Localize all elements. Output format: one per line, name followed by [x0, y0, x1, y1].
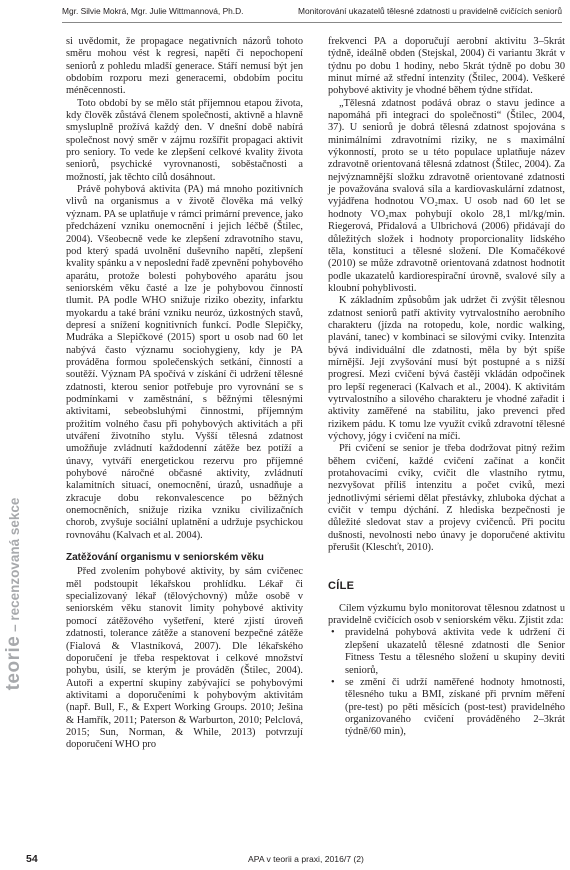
paragraph: K základním způsobům jak udržet či zvýšit tělesnou zdatnost seniorů patří aktivity vytrvalostního aerobního charakteru (jízda na rotopedu, kole, nordic walking, plavání, tanec) v kombinaci se silovými cviky. Intenzita bývá individuální dle zdatnosti, měla by být spíše mírnější. Její zvyšování musí být postupné a s nižší progresí. Mezi cvičení bývá častěji vkládán odpočinek pro lepší regeneraci (Kalvach et al., 2004). K aktivitám vytrvalostního a silového charakteru je vhodné zařadit i aktivity zaměřené na stabilitu, jako prevenci před rizikem pádu. K tomu lze využít cviků zdravotní tělesné výchovy, jógy i cvičení na míči. — [328, 295, 565, 442]
journal-citation: APA v teorii a praxi, 2016/7 (2) — [248, 854, 364, 864]
paragraph: Toto období by se mělo stát příjemnou etapou života, kdy člověk zůstává členem společnosti, aktivně a hlavně smysluplně prožívá každý den. V dnešní době nabírá společnost nový směr v zájmu rozšířit propagaci aktivit pro seniory. To vede ke zlepšení celkové kvality života seniorů, psychické vyrovnanosti, soběstačnosti a možností, jak těchto cílů dosáhnout. — [66, 97, 303, 183]
side-label-text — [3, 498, 25, 691]
page-number: 54 — [26, 853, 38, 865]
paragraph: „Tělesná zdatnost podává obraz o stavu jedince a napomáhá při integraci do společnosti“ (Štilec, 2004, 37). U seniorů je dobrá tělesná zdatnost spojována s minimálními zdravotními riziky, ne s maximální výkonností, proto se u této populace uplatňuje název zdravotně orientovaná tělesná zdatnost (Štilec, 2004). Za nejvýznamnější složku zdravotně orientované zdatnosti je považována svalová síla a kardiovaskulární zdatnost, vyjádřena hodnotou VO₂max. U osob nad 60 let se hodnoty VO₂max pohybují okolo 28,1 ml/kg/min. Riegerová, Přidalová a Ulbrichová (2006) přidávají do důležitých složek i hodnoty proporcionality lidského těla, konstituci a tělesné složení. Dle Komačékové (2010) se může zdravotně orientovaná zdatnost hodnotit podle ukazatelů kardiorespirační úrovně, svalové síly a kloubní pohyblivosti. — [328, 97, 565, 294]
paragraph: frekvenci PA a doporučují aerobní aktivitu 3–5krát týdně, ideálně obden (Stejskal, 2004) či variantu 3krát v týdnu po dobu 1 hodiny, nebo 5krát týdně po dobu 30 minut mírné až střední intenzity (Štilec, 2004). Veškeré pohybové aktivity je vhodné během týdne střídat. — [328, 36, 565, 97]
section-heading: Zatěžování organismu v seniorském věku — [66, 552, 264, 564]
goals-list — [328, 627, 565, 738]
left-column — [66, 36, 303, 752]
header-running-title: Monitorování ukazatelů tělesné zdatnosti u pravidelně cvičících seniorů — [298, 6, 562, 16]
list-item-text: pravidelná pohybová aktivita vede k udržení či zlepšení ukazatelů tělesné zdatnosti dle Senior Fitness Testu a tělesného složení u skupiny deviti seniorů, — [345, 627, 565, 676]
running-header — [62, 6, 562, 20]
paragraph: Před zvolením pohybové aktivity, by sám cvičenec měl podstoupit lékařskou prohlídku. Lékař či specializovaný lékař (tělovýchovný) může osobě v seniorském věku stanovit limity pohybové aktivity pomocí zátěžového vyšetření, které zjistí úroveň zdatnosti, tolerance zátěže a stanovení bezpečné zátěže (Fialová & Vlastníková, 2007). Dle lékařského doporučení je třeba respektovat i celkové množství pohybu, úsilí, se kterým je prováděn (Štilec, 2004). Autoři a expertní skupiny zabývající se pohybovými aktivitami a doporučeními k pohybovým aktivitám (např. Bull, F., & Expert Working Groups. 2010; Ješina & Hamřík, 2011; Paterson & Warburton, 2010; Pelclová, 2015; Sun, Norman, & While, 2013) potvrzují doporučení WHO pro — [66, 566, 303, 751]
right-column — [328, 36, 565, 739]
paragraph: Při cvičení se senior je třeba dodržovat pitný režim během cvičení, každé cvičení začínat a končit protahovacími cviky, cvičit dle vlastního rytmu, nezvyšovat příliš intenzitu a počet cviků, mezi jednotlivými sériemi dělat přestávky, zhluboka dýchat a cvičit v tempu dýchání. Z hlediska bezpečnosti je důležité sledovat stav a projevy cvičenců. Při pocitu dušnosti, nevolnosti nebo únavy je doporučené aktivitu přerušit (Kleschťt, 2010). — [328, 443, 565, 554]
header-authors: Mgr. Silvie Mokrá, Mgr. Julie Wittmannová, Ph.D. — [62, 6, 244, 16]
list-item — [328, 677, 565, 739]
section-heading-goals: CÍLE — [328, 580, 355, 593]
paragraph: Právě pohybová aktivita (PA) má mnoho pozitivních vlivů na organismus a v životě člověka má velký význam. PA se uplatňuje v rámci primární prevence, jako předcházení vzniku onemocnění i jejich léčbě (Štilec, 2004). Všeobecně vede ke zlepšení zdravotního stavu, pod který spadá uvolnění duševního napětí, zlepšení kvality spánku a v neposlední řadě zpevnění pohybového aparátu, protože bolesti pohybového aparátu jsou seniorském věku časté a lze je pohybovou činností tlumit. PA podle WHO snižuje riziko obezity, infarktu myokardu a také brání vzniku neuróz, úzkostných stavů, depresí a snížení kognitivních funkcí. Podle Slepičky, Mudráka a Slepičkové (2015) sport u osob nad 60 let nabývá často významu sociohygieny, kdy je PA prováděna formou společenských setkání, činností a soutěží. Význam PA spočívá v získání či udržení tělesné zdatnosti, kterou senior potřebuje pro vyrovnání se s podmínkami v zaměstnání, s běžnými tělesnými aktivitami, sebeobsluhými činnostmi, příjemným prožitím volného času při pohybových aktivitách a při utváření životního stylu. Vyšší tělesná zdatnost umožňuje zvládnutí každodenní zátěže bez potíží a únavy, vytváří energetickou rezervu pro příjemné pohybové náročné občasné aktivity, zvládnutí kalamitních situací, onemocnění, úrazů, usnadňuje a zkracuje dobu rekonvalescence po běžných onemocněních, snižuje rizika vzniku civilizačních chorob, zvyšuje sociální uplatnění a udržuje psychickou rovnováhu (Kalvach et al. 2004). — [66, 184, 303, 541]
page-footer — [0, 854, 570, 868]
list-item-text: se změní či udrží naměřené hodnoty hmotnosti, tělesného tuku a BMI, získané při prvním měření (pre-test) po pěti měsících (post-test) pravidelného organizovaného cvičení prováděného 2–3krát týdně/60 min), — [345, 676, 565, 738]
paragraph: Cílem výzkumu bylo monitorovat tělesnou zdatnost u pravidelně cvičících osob v seniorském věku. Zjistit zda: — [328, 602, 565, 627]
bullet-icon: • — [331, 627, 335, 639]
list-item — [328, 627, 565, 676]
bullet-icon: • — [331, 676, 335, 688]
side-label-small: recenzovaná sekce — [7, 497, 22, 621]
paragraph: si uvědomit, že propagace negativních názorů tohoto směru mohou vést k regresi, napětí či nepochopení seniorů z pohledu mladší generace. Stáří nemusí být jen obdobím rozporu mezi generacemi, obdobím pocitu méněcennosti. — [66, 36, 303, 97]
side-label-big: teorie — [3, 635, 24, 691]
header-divider — [62, 22, 562, 23]
side-label-dash: – — [7, 620, 22, 636]
section-side-label — [0, 480, 28, 708]
